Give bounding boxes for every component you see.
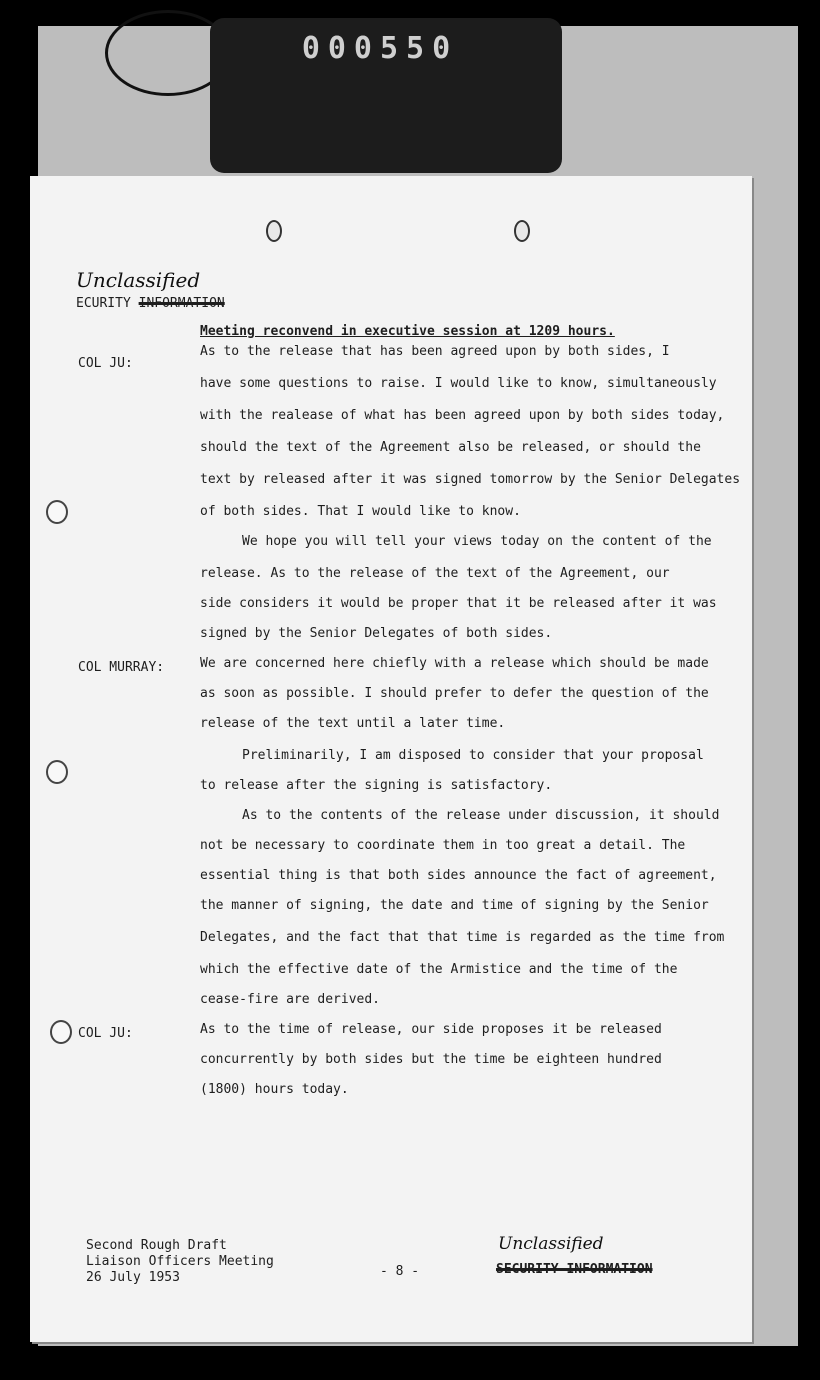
draft-label: Second Rough Draft [86,1238,227,1253]
handwritten-mark: Unclassified [76,268,201,292]
text-line: cease-fire are derived. [200,992,381,1007]
text-line: As to the release that has been agreed upon by both sides, I [200,344,670,359]
speaker-label: COL JU: [78,1026,133,1041]
text-line: As to the contents of the release under discussion, it should [242,808,720,823]
punch-hole [46,760,68,784]
speaker-label: COL MURRAY: [78,660,165,675]
text-line: as soon as possible. I should prefer to defer the question of the [200,686,709,701]
text-line: should the text of the Agreement also be released, or should the [200,440,701,455]
text-line: not be necessary to coordinate them in too great a detail. The [200,838,686,853]
text-line: text by released after it was signed tomorrow by the Senior Delegates [200,472,741,487]
text-line: which the effective date of the Armistice and the time of the [200,962,678,977]
text-line: with the realease of what has been agreed upon by both sides today, [200,408,725,423]
date-label: 26 July 1953 [86,1270,180,1285]
punch-hole [50,1020,72,1044]
text-line: We are concerned here chiefly with a release which should be made [200,656,709,671]
text-line: release. As to the release of the text of the Agreement, our [200,566,670,581]
session-heading: Meeting reconvend in executive session at 1209 hours. [200,324,615,339]
text-line: signed by the Senior Delegates of both sides. [200,626,553,641]
frame-counter-device [210,18,562,173]
classification-top [76,296,225,311]
meeting-label: Liaison Officers Meeting [86,1254,274,1269]
text-line: essential thing is that both sides announce the fact of agreement, [200,868,717,883]
struck-classification-bottom: SECURITY INFORMATION [496,1262,653,1277]
frame-counter: 000550 [301,31,459,66]
text-line: side considers it would be proper that it be released after it was [200,596,717,611]
text-line: release of the text until a later time. [200,716,506,731]
text-line: the manner of signing, the date and time of signing by the Senior [200,898,709,913]
text-line: Delegates, and the fact that that time is regarded as the time from [200,930,725,945]
text-line: As to the time of release, our side proposes it be released [200,1022,662,1037]
text-line: of both sides. That I would like to know. [200,504,521,519]
text-line: to release after the signing is satisfactory. [200,778,553,793]
page-number: - 8 - [380,1264,420,1279]
binder-hole [266,220,282,242]
handwritten-mark: Unclassified [498,1234,604,1254]
binder-hole [514,220,530,242]
classification-word: ECURITY [76,296,131,311]
struck-classification: INFORMATION [138,296,225,311]
text-line: have some questions to raise. I would like to know, simultaneously [200,376,717,391]
text-line: concurrently by both sides but the time be eighteen hundred [200,1052,662,1067]
text-line: Preliminarily, I am disposed to consider that your proposal [242,748,704,763]
text-line: We hope you will tell your views today on the content of the [242,534,712,549]
punch-hole [46,500,68,524]
text-line: (1800) hours today. [200,1082,349,1097]
speaker-label: COL JU: [78,356,133,371]
document-page [30,176,752,1342]
